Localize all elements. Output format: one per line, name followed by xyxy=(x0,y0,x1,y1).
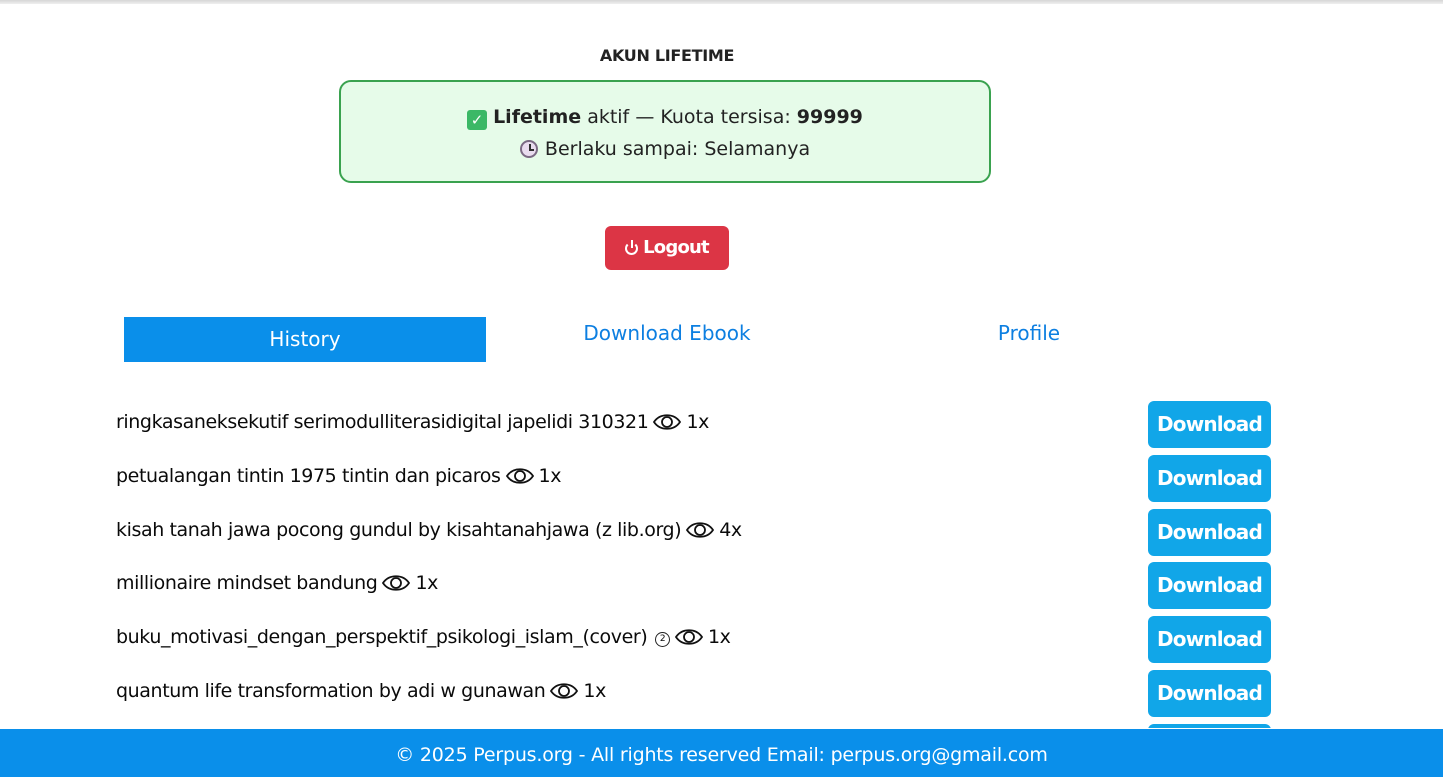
history-item-title xyxy=(116,411,709,433)
account-title: AKUN LIFETIME xyxy=(599,46,735,65)
view-count: 1x xyxy=(415,572,438,594)
history-item-title xyxy=(116,465,561,487)
eye-icon xyxy=(549,681,579,701)
book-title: buku_motivasi_dengan_perspektif_psikologi_islam_(cover) xyxy=(116,626,648,648)
book-title: kisah tanah jawa pocong gundul by kisahtanahjawa (z lib.org) xyxy=(116,519,682,541)
list-item xyxy=(0,401,1443,455)
eye-icon xyxy=(381,573,411,593)
eye-icon xyxy=(505,466,535,486)
list-item xyxy=(0,455,1443,509)
download-button[interactable]: Download xyxy=(1148,455,1271,502)
list-item xyxy=(0,670,1443,724)
book-title: petualangan tintin 1975 tintin dan picaros xyxy=(116,465,501,487)
plan-name: Lifetime xyxy=(493,106,582,128)
logout-label: Logout xyxy=(643,237,709,258)
tab-history[interactable]: History xyxy=(124,317,486,362)
book-title: quantum life transformation by adi w gunawan xyxy=(116,680,546,702)
quota-value: 99999 xyxy=(796,106,863,128)
download-button[interactable]: Download xyxy=(1148,616,1271,663)
eye-icon xyxy=(674,627,704,647)
download-button[interactable] xyxy=(1148,724,1271,728)
quota-label: — Kuota tersisa: xyxy=(635,106,791,128)
book-title: millionaire mindset bandung xyxy=(116,572,378,594)
view-count: 4x xyxy=(719,519,742,541)
download-button[interactable]: Download xyxy=(1148,670,1271,717)
history-item-title xyxy=(116,572,438,594)
tab-profile[interactable]: Profile xyxy=(997,321,1061,345)
list-item xyxy=(0,562,1443,616)
view-count: 1x xyxy=(583,680,606,702)
list-item xyxy=(0,724,1443,728)
eye-icon xyxy=(685,520,715,540)
check-box-icon: ✓ xyxy=(467,110,487,130)
view-count: 1x xyxy=(707,626,731,648)
view-count: 1x xyxy=(538,465,562,487)
history-item-title xyxy=(116,626,731,648)
history-item-title xyxy=(116,519,742,541)
plan-active-text: aktif xyxy=(587,106,630,128)
download-button[interactable]: Download xyxy=(1148,509,1271,556)
validity-text: Berlaku sampai: Selamanya xyxy=(544,138,811,160)
download-button[interactable]: Download xyxy=(1148,401,1271,448)
eye-icon xyxy=(652,412,682,432)
list-item xyxy=(0,509,1443,563)
download-button[interactable]: Download xyxy=(1148,562,1271,609)
footer: © 2025 Perpus.org - All rights reserved Email: perpus.org@gmail.com xyxy=(0,729,1443,777)
book-title: ringkasaneksekutif serimodulliterasidigital japelidi 310321 xyxy=(116,411,649,433)
view-count: 1x xyxy=(686,411,709,433)
tab-download-ebook[interactable]: Download Ebook xyxy=(583,321,751,345)
version-badge: 2 xyxy=(655,632,670,647)
history-item-title xyxy=(116,680,606,702)
list-item xyxy=(0,616,1443,670)
